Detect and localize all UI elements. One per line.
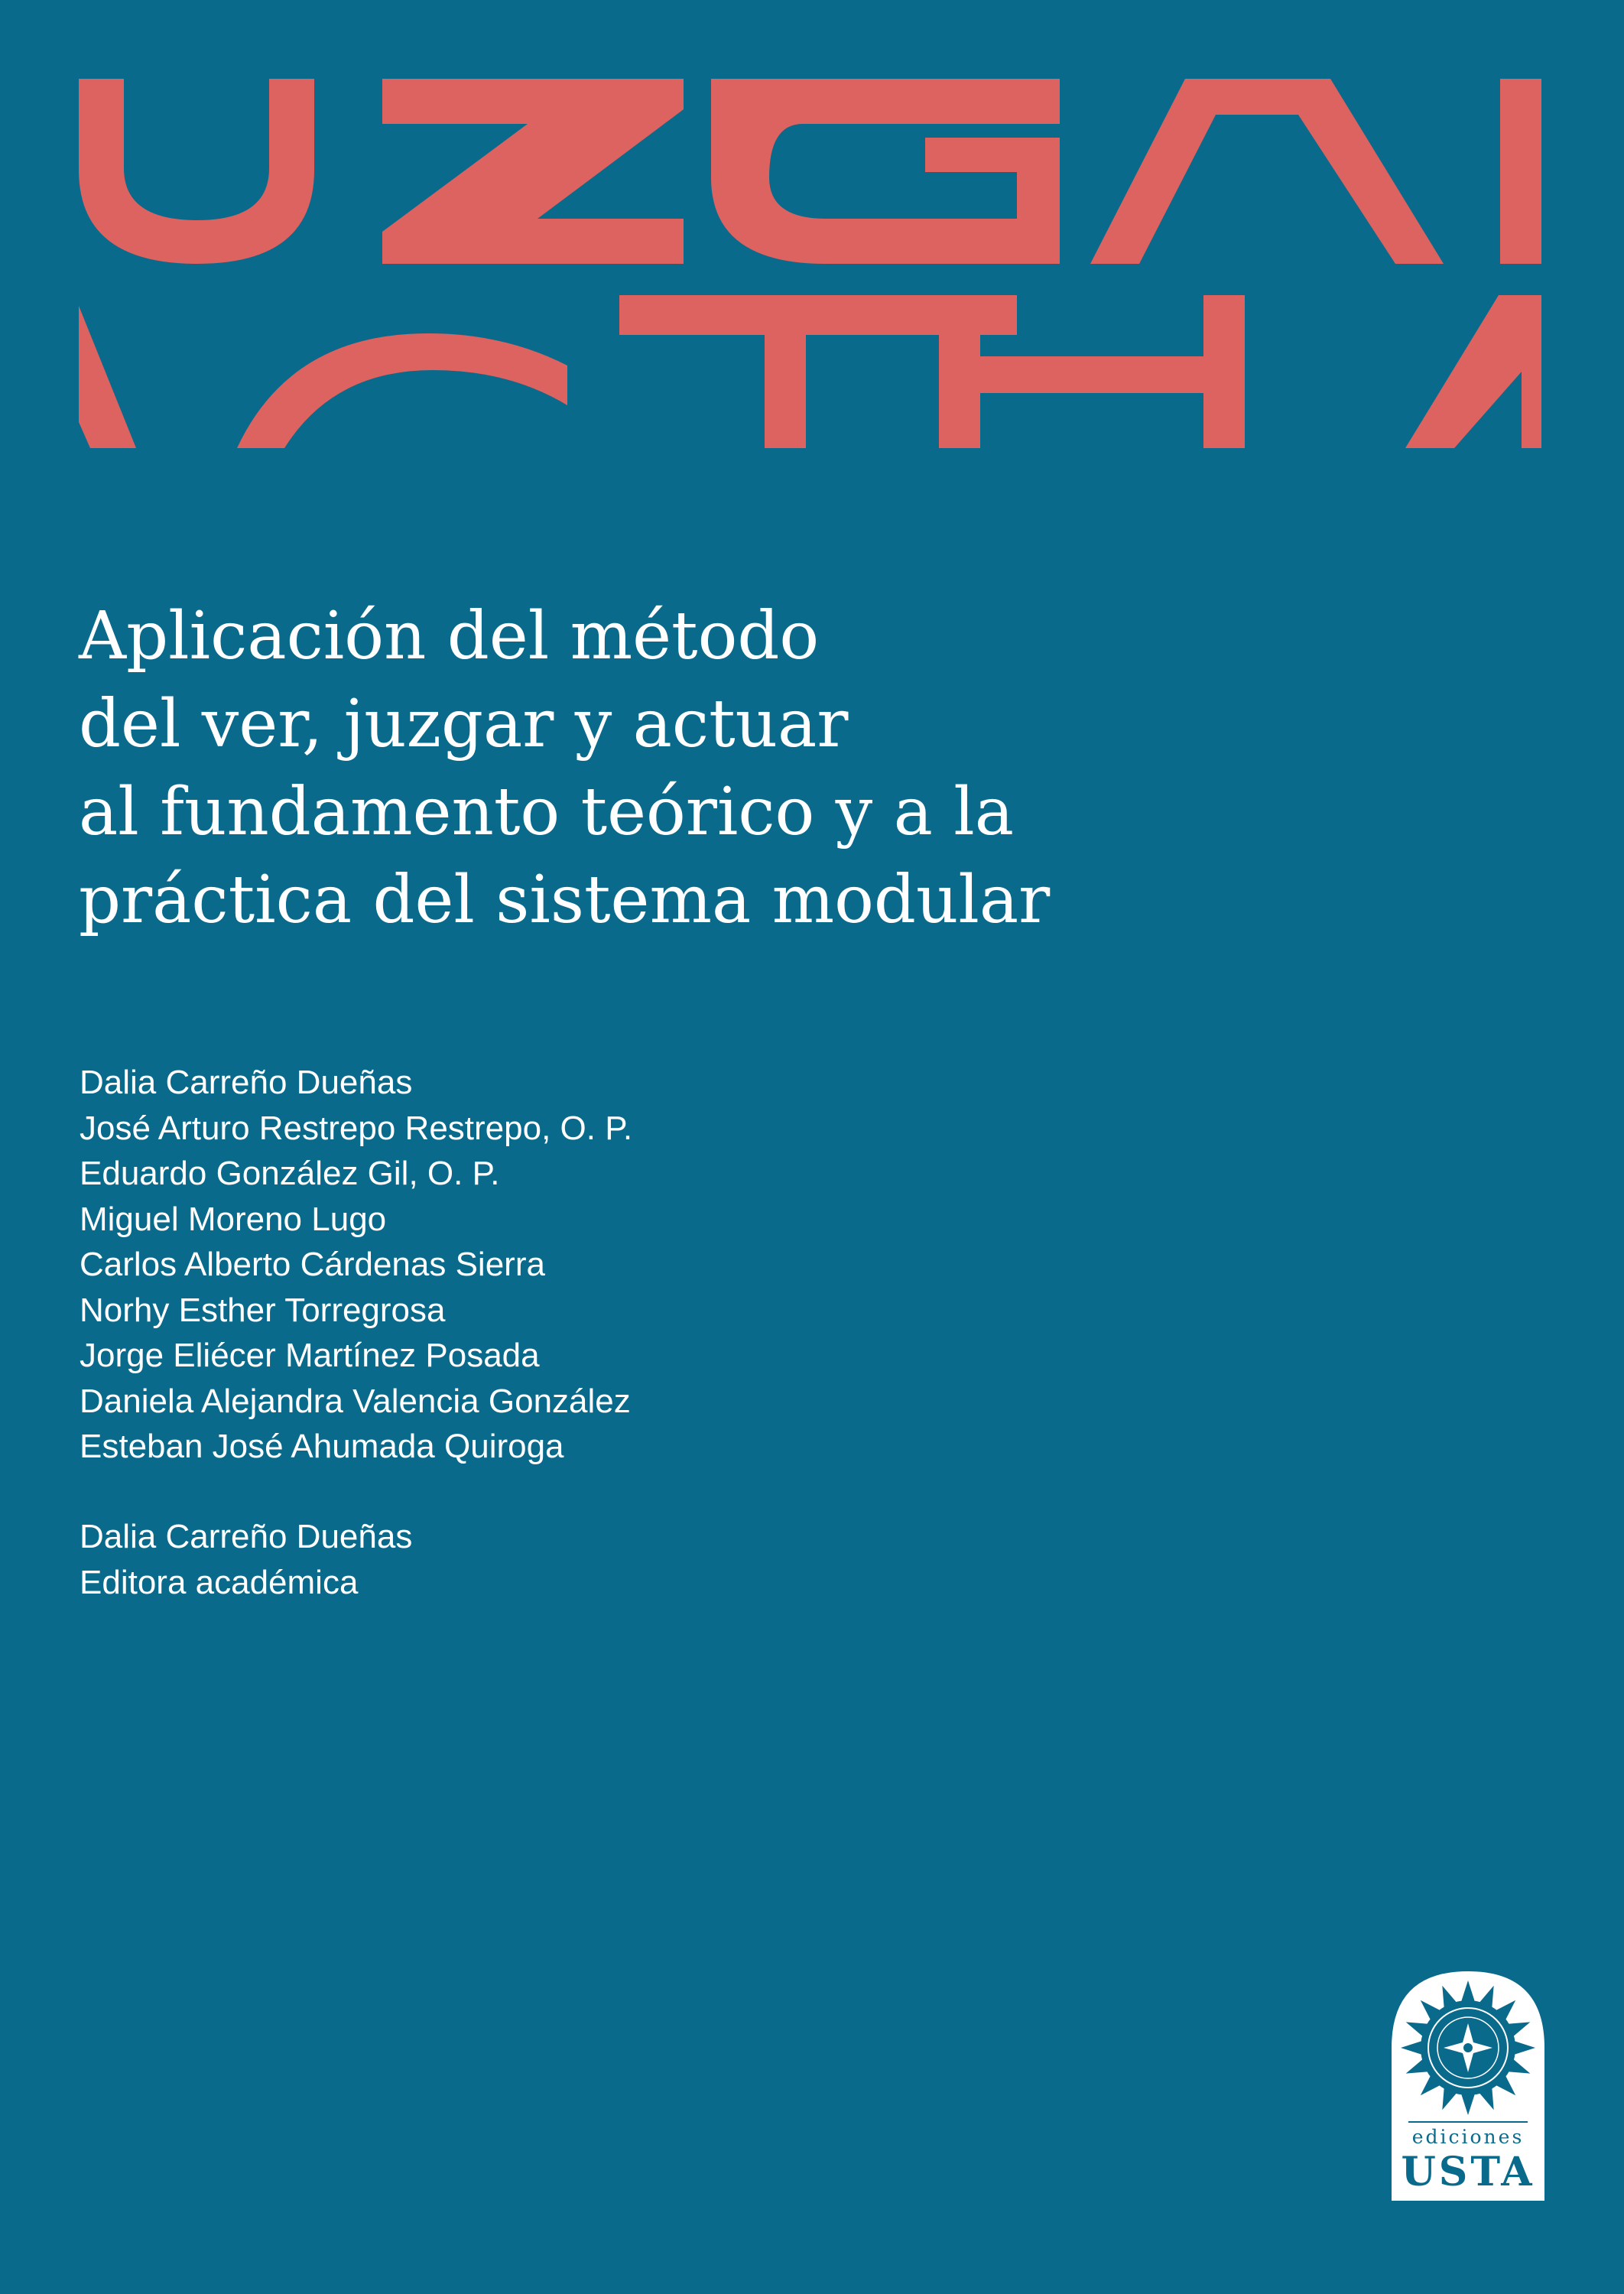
editor-block bbox=[80, 1514, 997, 1605]
author-name: Miguel Moreno Lugo bbox=[80, 1200, 387, 1238]
title-line: Aplicación del método bbox=[79, 598, 820, 674]
title-line: del ver, juzgar y actuar bbox=[79, 686, 849, 762]
decorative-lettering bbox=[0, 0, 1624, 489]
author-name: Carlos Alberto Cárdenas Sierra bbox=[80, 1246, 545, 1283]
author-name: José Arturo Restrepo Restrepo, O. P. bbox=[80, 1109, 633, 1147]
author-name: Esteban José Ahumada Quiroga bbox=[80, 1428, 564, 1465]
author-name: Dalia Carreño Dueñas bbox=[80, 1064, 413, 1101]
editor-name: Dalia Carreño Dueñas bbox=[80, 1518, 413, 1555]
title-line: práctica del sistema modular bbox=[79, 862, 1051, 938]
publisher-logo bbox=[1392, 1971, 1544, 2201]
author-list bbox=[80, 1060, 997, 1470]
publisher-logo-small-text: ediciones bbox=[1411, 2126, 1525, 2148]
title-line: al fundamento teórico y a la bbox=[79, 774, 1014, 850]
editor-role: Editora académica bbox=[80, 1563, 359, 1601]
author-name: Eduardo González Gil, O. P. bbox=[80, 1155, 500, 1192]
author-name: Norhy Esther Torregrosa bbox=[80, 1291, 446, 1329]
author-name: Daniela Alejandra Valencia González bbox=[80, 1382, 631, 1420]
book-title bbox=[79, 593, 1226, 944]
publisher-logo-main-text: USTA bbox=[1401, 2149, 1535, 2195]
author-name: Jorge Eliécer Martínez Posada bbox=[80, 1337, 540, 1374]
